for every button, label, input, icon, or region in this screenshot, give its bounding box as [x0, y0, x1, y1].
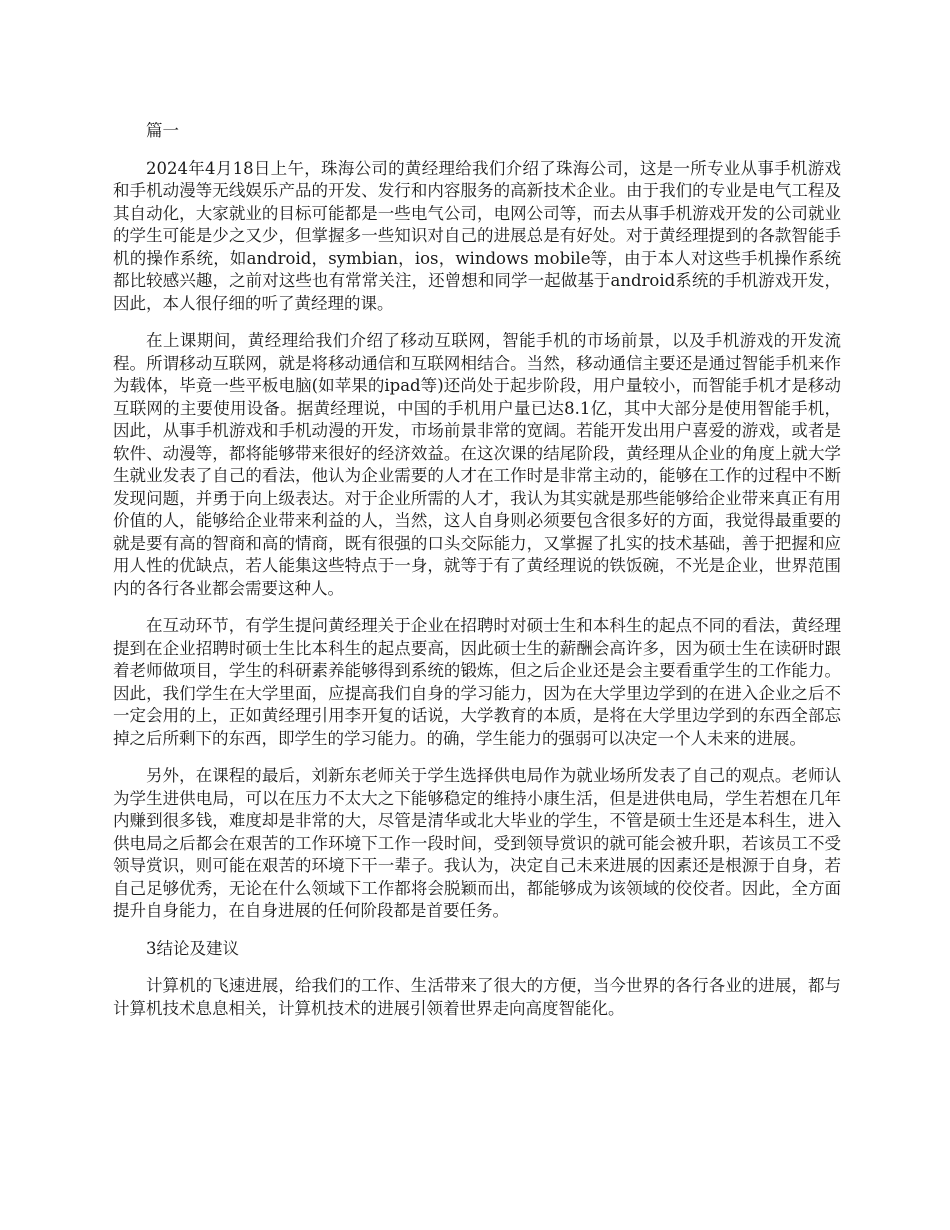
paragraph-intro: 2024年4月18日上午，珠海公司的黄经理给我们介绍了珠海公司，这是一所专业从事手机游戏和手机动漫等无线娱乐产品的开发、发行和内容服务的高新技术企业。由于我们的专业是电气工程及其自动化，大家就业的目标可能都是一些电气公司，电网公司等，而去从事手机游戏开发的公司就业的学生可能是少之又少，但掌握多一些知识对自己的进展总是有好处。对于黄经理提到的各款智能手机的操作系统，如android，symbian，ios，windows mobile等，由于本人对这些手机操作系统都比较感兴趣，之前对这些也有常常关注，还曾想和同学一起做基于android系统的手机游戏开发，因此，本人很仔细的听了黄经理的课。	[113, 158, 841, 313]
conclusion-heading: 3结论及建议	[146, 938, 239, 958]
section-label: 篇一	[146, 121, 179, 140]
paragraph-lecture: 在上课期间，黄经理给我们介绍了移动互联网，智能手机的市场前景，以及手机游戏的开发流程。所谓移动互联网，就是将移动通信和互联网相结合。当然，移动通信主要还是通过智能手机来作为载体，毕竟一些平板电脑(如苹果的ipad等)还尚处于起步阶段，用户量较小，而智能手机才是移动互联网的主要使用设备。据黄经理说，中国的手机用户量已达8.1亿，其中大部分是使用智能手机，因此，从事手机游戏和手机动漫的开发，市场前景非常的宽阔。若能开发出用户喜爱的游戏，或者是软件、动漫等，都将能够带来很好的经济效益。在这次课的结尾阶段，黄经理从企业的角度上就大学生就业发表了自己的看法，他认为企业需要的人才在工作时是非常主动的，能够在工作的过程中不断发现问题，并勇于向上级表达。对于企业所需的人才，我认为其实就是那些能够给企业带来真正有用价值的人，能够给企业带来利益的人，当然，这人自身则必须要包含很多好的方面，我觉得最重要的就是要有高的智商和高的情商，既有很强的口头交际能力，又掌握了扎实的技术基础，善于把握和应用人性的优缺点，若人能集这些特点于一身，就等于有了黄经理说的铁饭碗，不光是企业，世界范围内的各行各业都会需要这种人。	[113, 331, 841, 598]
paragraph-interaction: 在互动环节，有学生提问黄经理关于企业在招聘时对硕士生和本科生的起点不同的看法，黄经理提到在企业招聘时硕士生比本科生的起点要高，因此硕士生的薪酬会高许多，因为硕士生在读研时跟着老师做项目，学生的科研素养能够得到系统的锻炼，但之后企业还是会主要看重学生的工作能力。因此，我们学生在大学里面，应提高我们自身的学习能力，因为在大学里边学到的在进入企业之后不一定会用的上，正如黄经理引用李开复的话说，大学教育的本质，是将在大学里边学到的东西全部忘掉之后所剩下的东西，即学生的学习能力。的确，学生能力的强弱可以决定一个人未来的进展。	[113, 616, 841, 748]
conclusion-paragraph: 计算机的飞速进展，给我们的工作、生活带来了很大的方便，当今世界的各行各业的进展，都与计算机技术息息相关，计算机技术的进展引领着世界走向高度智能化。	[113, 976, 841, 1018]
document-body	[113, 120, 841, 1035]
paragraph-power-bureau: 另外，在课程的最后，刘新东老师关于学生选择供电局作为就业场所发表了自己的观点。老师认为学生进供电局，可以在压力不太大之下能够稳定的维持小康生活，但是进供电局，学生若想在几年内赚到很多钱，难度却是非常的大，尽管是清华或北大毕业的学生，不管是硕士生还是本科生，进入供电局之后都会在艰苦的工作环境下工作一段时间，受到领导赏识的就可能会被升职，若该员工不受领导赏识，则可能在艰苦的环境下干一辈子。我认为，决定自己未来进展的因素还是根源于自身，若自己足够优秀，无论在什么领域下工作都将会脱颖而出，都能够成为该领域的佼佼者。因此，全方面提升自身能力，在自身进展的任何阶段都是首要任务。	[113, 766, 841, 920]
